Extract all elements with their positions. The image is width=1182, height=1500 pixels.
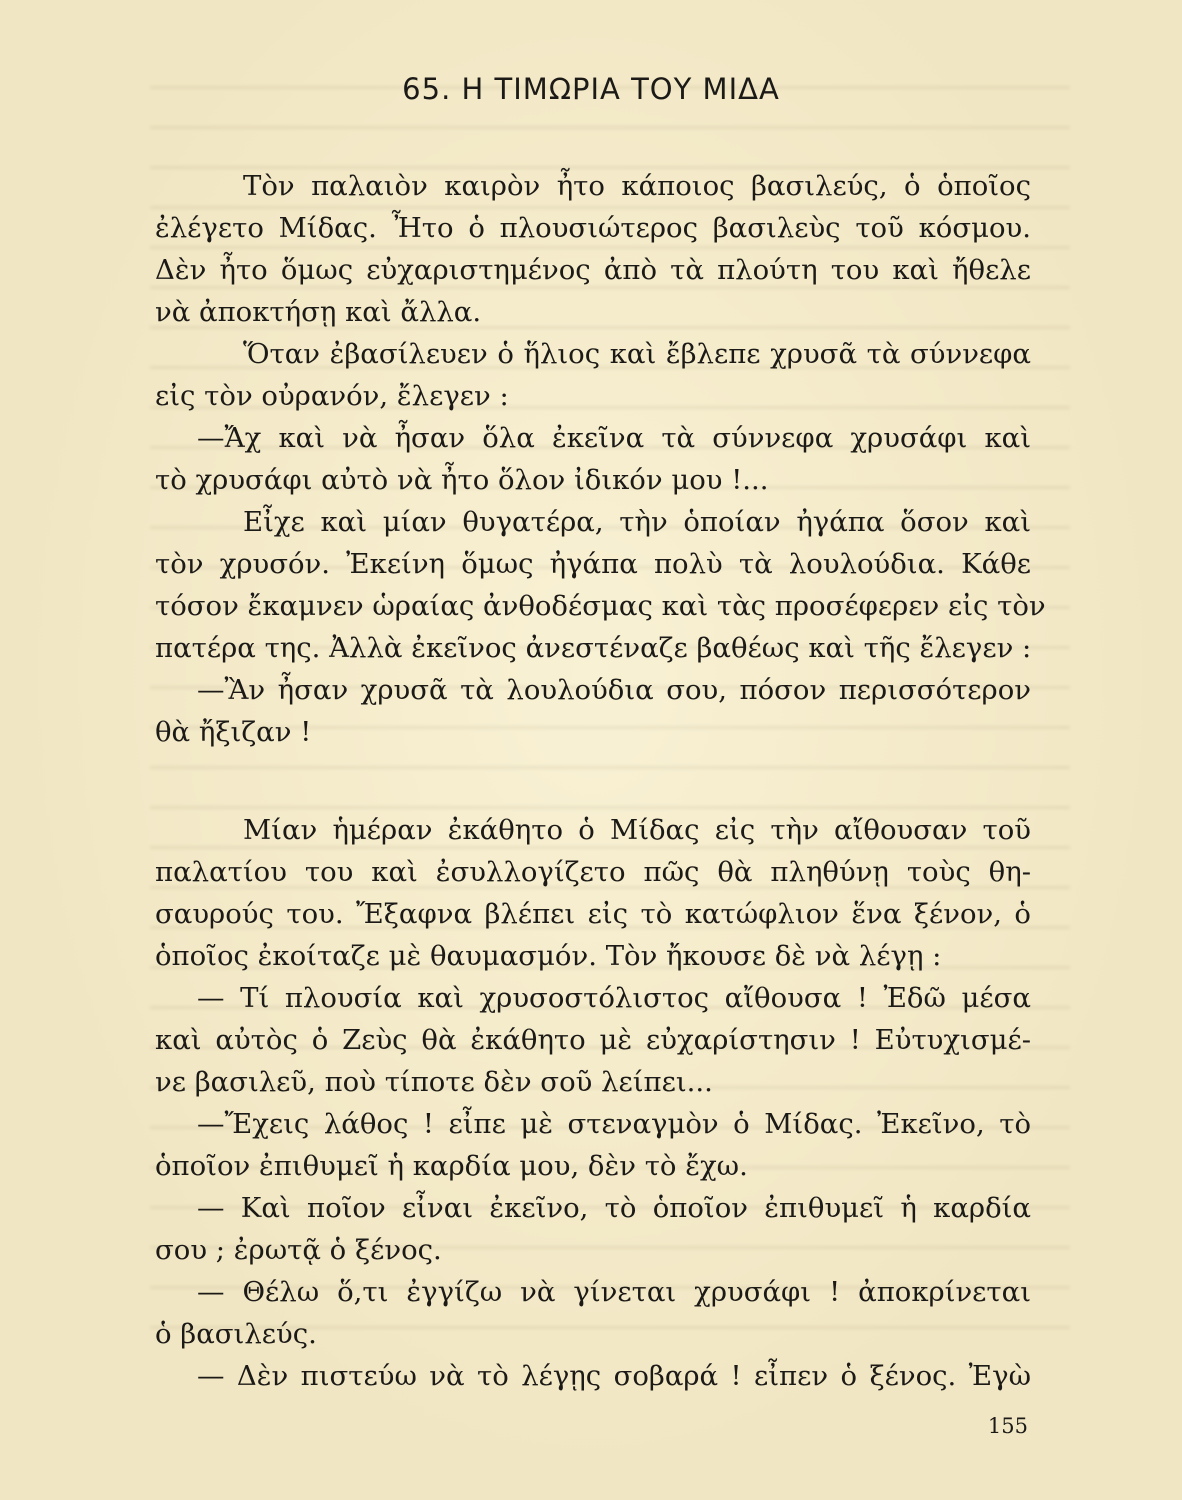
story-text bbox=[155, 165, 1046, 1397]
text-line: εἰς τὸν οὐρανόν, ἔλεγεν : bbox=[155, 380, 509, 412]
text-line: τὸν χρυσόν. Ἐκείνη ὅμως ἠγάπα πολὺ τὰ λουλούδια. Κάθε bbox=[155, 548, 1031, 580]
text-line: θὰ ἤξιζαν ! bbox=[155, 716, 312, 748]
text-line: Δὲν ἦτο ὅμως εὐχαριστημένος ἀπὸ τὰ πλούτη του καὶ ἤθελε bbox=[155, 254, 1031, 286]
text-line: νὰ ἀποκτήσῃ καὶ ἄλλα. bbox=[155, 296, 482, 328]
text-line: νε βασιλεῦ, ποὺ τίποτε δὲν σοῦ λείπει... bbox=[155, 1066, 713, 1098]
text-line: — Δὲν πιστεύω νὰ τὸ λέγῃς σοβαρά ! εἶπεν ὁ ξένος. Ἐγὼ bbox=[197, 1360, 1031, 1392]
text-line: — Τί πλουσία καὶ χρυσοστόλιστος αἴθουσα ! Ἐδῶ μέσα bbox=[197, 982, 1031, 1014]
text-line: ὁποῖος ἐκοίταζε μὲ θαυμασμόν. Τὸν ἤκουσε δὲ νὰ λέγῃ : bbox=[155, 940, 942, 972]
text-line: — Καὶ ποῖον εἶναι ἐκεῖνο, τὸ ὁποῖον ἐπιθυμεῖ ἡ καρδία bbox=[197, 1192, 1031, 1224]
chapter-title: 65. Η ΤΙΜΩΡΙΑ ΤΟΥ ΜΙΔΑ bbox=[402, 72, 780, 106]
text-line: —Ἂν ἦσαν χρυσᾶ τὰ λουλούδια σου, πόσον περισσότερον bbox=[197, 674, 1031, 706]
text-line: Τὸν παλαιὸν καιρὸν ἦτο κάποιος βασιλεύς, ὁ ὁποῖος bbox=[243, 170, 1031, 202]
text-line: τὸ χρυσάφι αὐτὸ νὰ ἦτο ὅλον ἰδικόν μου !... bbox=[155, 464, 769, 496]
text-line: καὶ αὐτὸς ὁ Ζεὺς θὰ ἐκάθητο μὲ εὐχαρίστησιν ! Εὐτυχισμέ- bbox=[155, 1024, 1031, 1056]
text-line: — Θέλω ὅ,τι ἐγγίζω νὰ γίνεται χρυσάφι ! ἀποκρίνεται bbox=[197, 1276, 1031, 1308]
page-number: 155 bbox=[987, 1414, 1028, 1438]
section-break bbox=[155, 753, 1031, 809]
text-line: —Ἔχεις λάθος ! εἶπε μὲ στεναγμὸν ὁ Μίδας. Ἐκεῖνο, τὸ bbox=[197, 1108, 1031, 1140]
text-line: Ὅταν ἐβασίλευεν ὁ ἥλιος καὶ ἔβλεπε χρυσᾶ τὰ σύννεφα bbox=[243, 338, 1031, 370]
text-line: Εἶχε καὶ μίαν θυγατέρα, τὴν ὁποίαν ἠγάπα ὅσον καὶ bbox=[243, 506, 1031, 538]
text-line: σαυρούς του. Ἔξαφνα βλέπει εἰς τὸ κατώφλιον ἕνα ξένον, ὁ bbox=[155, 898, 1031, 930]
text-line: —Ἄχ καὶ νὰ ἦσαν ὅλα ἐκεῖνα τὰ σύννεφα χρυσάφι καὶ bbox=[197, 422, 1031, 454]
text-line: ἐλέγετο Μίδας. Ἦτο ὁ πλουσιώτερος βασιλεὺς τοῦ κόσμου. bbox=[155, 212, 1031, 244]
text-line: ὁποῖον ἐπιθυμεῖ ἡ καρδία μου, δὲν τὸ ἔχω. bbox=[155, 1150, 748, 1182]
text-line: παλατίου του καὶ ἐσυλλογίζετο πῶς θὰ πληθύνῃ τοὺς θη- bbox=[155, 856, 1031, 888]
text-line: τόσον ἔκαμνεν ὡραίας ἀνθοδέσμας καὶ τὰς προσέφερεν εἰς τὸν bbox=[155, 590, 1046, 622]
text-line: σου ; ἐρωτᾷ ὁ ξένος. bbox=[155, 1234, 442, 1266]
text-line: ὁ βασιλεύς. bbox=[155, 1318, 317, 1350]
text-line: Μίαν ἡμέραν ἐκάθητο ὁ Μίδας εἰς τὴν αἴθουσαν τοῦ bbox=[243, 814, 1031, 846]
text-line: πατέρα της. Ἀλλὰ ἐκεῖνος ἀνεστέναζε βαθέως καὶ τῆς ἔλεγεν : bbox=[155, 632, 1032, 664]
